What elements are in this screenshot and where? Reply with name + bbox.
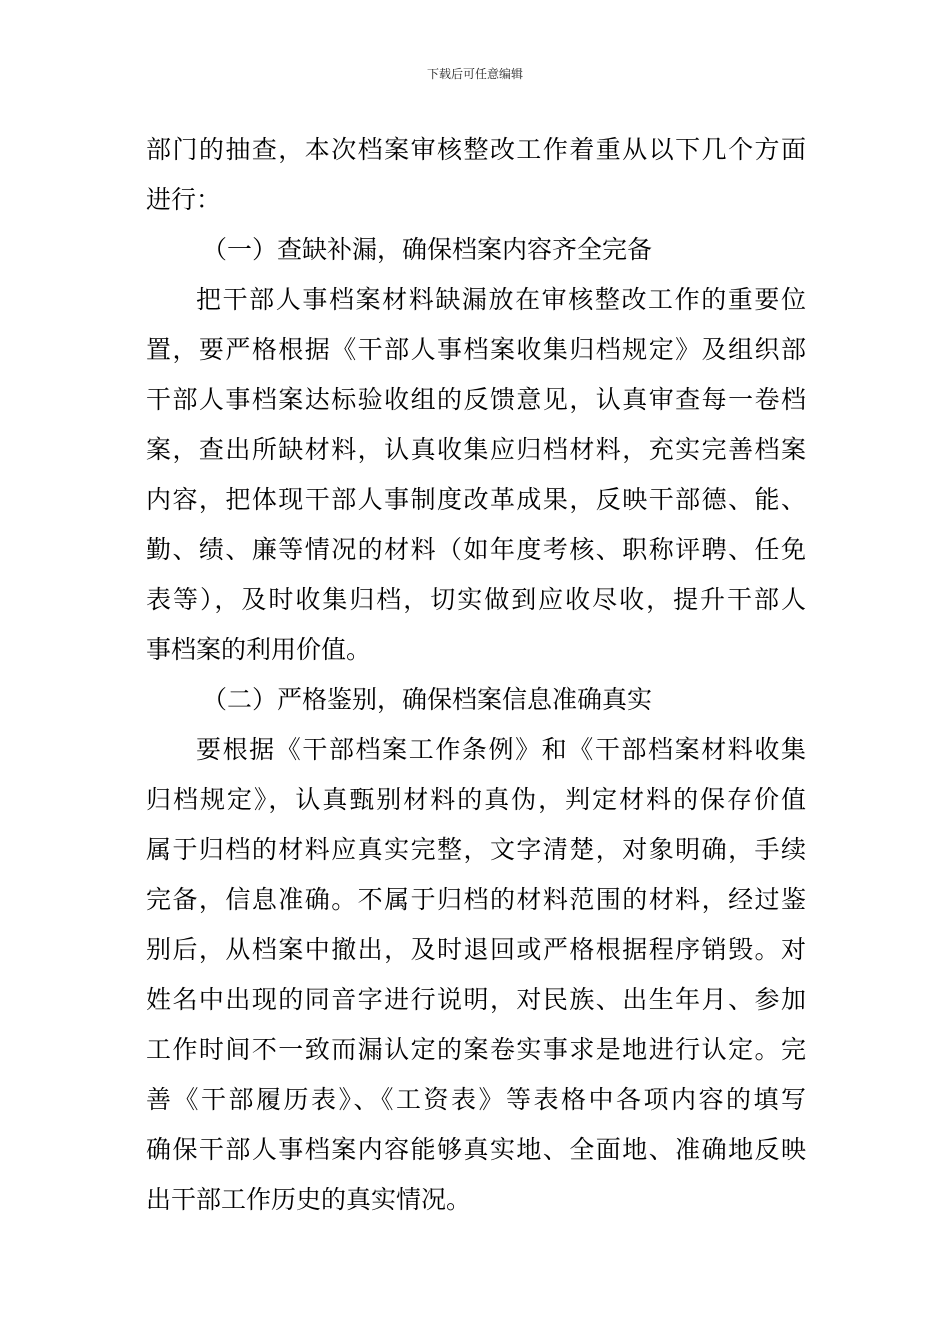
text-line: 工作时间不一致而漏认定的案卷实事求是地进行认定。完: [146, 1035, 806, 1064]
text-line: 要根据《干部档案工作条例》和《干部档案材料收集: [196, 735, 806, 764]
section-heading: （一）查缺补漏，确保档案内容齐全完备: [202, 235, 653, 264]
text-line: 属于归档的材料应真实完整，文字清楚，对象明确，手续: [146, 835, 806, 864]
text-line: 案，查出所缺材料，认真收集应归档材料，充实完善档案: [146, 435, 806, 464]
text-line: 勤、绩、廉等情况的材料（如年度考核、职称评聘、任免: [146, 535, 806, 564]
text-line: 事档案的利用价值。: [146, 635, 372, 664]
text-line: 把干部人事档案材料缺漏放在审核整改工作的重要位: [196, 285, 806, 314]
text-line: 确保干部人事档案内容能够真实地、全面地、准确地反映: [146, 1135, 806, 1164]
text-line: 完备，信息准确。不属于归档的材料范围的材料，经过鉴: [146, 885, 806, 914]
text-line: 归档规定》，认真甄别材料的真伪，判定材料的保存价值: [146, 785, 806, 814]
text-line: 善《干部履历表》、《工资表》等表格中各项内容的填写: [146, 1085, 806, 1114]
text-line: 内容，把体现干部人事制度改革成果，反映干部德、能、: [146, 485, 806, 514]
page-header: 下载后可任意编辑: [426, 67, 523, 81]
text-line: 进行：: [146, 185, 222, 214]
text-line: 部门的抽查，本次档案审核整改工作着重从以下几个方面: [146, 135, 806, 164]
section-heading: （二）严格鉴别，确保档案信息准确真实: [202, 685, 653, 714]
text-line: 姓名中出现的同音字进行说明，对民族、出生年月、参加: [146, 985, 806, 1014]
text-line: 干部人事档案达标验收组的反馈意见，认真审查每一卷档: [146, 385, 806, 414]
text-line: 出干部工作历史的真实情况。: [146, 1185, 472, 1214]
document-body: [146, 125, 806, 1225]
text-line: 表等），及时收集归档，切实做到应收尽收，提升干部人: [146, 585, 806, 614]
text-line: 置，要严格根据《干部人事档案收集归档规定》及组织部: [146, 335, 806, 364]
text-line: 别后，从档案中撤出，及时退回或严格根据程序销毁。对: [146, 935, 806, 964]
